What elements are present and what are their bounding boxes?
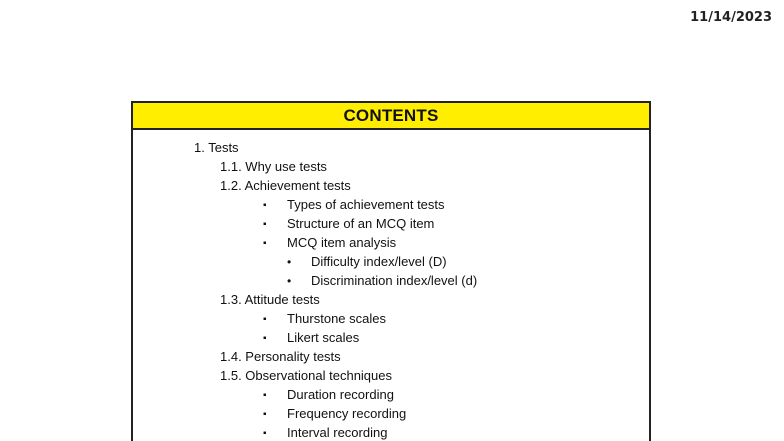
toc-item-text: Difficulty index/level (D) <box>311 254 447 269</box>
toc-item <box>133 138 239 157</box>
toc-item-text: 1. Tests <box>194 140 239 155</box>
toc-item <box>133 290 320 309</box>
bullet-icon: ▪ <box>263 409 267 420</box>
toc-item <box>133 404 406 424</box>
toc-item <box>133 157 327 176</box>
bullet-icon: ▪ <box>263 200 267 211</box>
slide-date: 11/14/2023 <box>690 10 772 25</box>
toc-item-text: Likert scales <box>287 330 360 345</box>
toc-item <box>133 195 445 215</box>
toc-item-text: MCQ item analysis <box>287 235 397 250</box>
toc-item-text: Frequency recording <box>287 406 407 421</box>
toc-item <box>133 385 394 405</box>
toc-item <box>133 252 447 272</box>
bullet-icon: ▪ <box>263 428 267 439</box>
toc-item-text: 1.5. Observational techniques <box>220 368 392 383</box>
toc-item-text: Thurstone scales <box>287 311 386 326</box>
bullet-icon: ▪ <box>263 333 267 344</box>
bullet-icon: ▪ <box>263 390 267 401</box>
toc-item <box>133 309 386 329</box>
bullet-icon: ▪ <box>263 219 267 230</box>
toc-item <box>133 366 392 385</box>
toc-item-text: Duration recording <box>287 387 394 402</box>
toc-item-text: 1.3. Attitude tests <box>220 292 320 307</box>
bullet-icon: • <box>287 274 292 288</box>
bullet-icon: ▪ <box>263 238 267 249</box>
toc-item <box>133 214 434 234</box>
toc-item-text: 1.4. Personality tests <box>220 349 341 364</box>
toc-item-text: Discrimination index/level (d) <box>311 273 478 288</box>
toc-item <box>133 176 351 195</box>
toc-item <box>133 233 396 253</box>
toc-item-text: 1.1. Why use tests <box>220 159 327 174</box>
toc-item-text: Structure of an MCQ item <box>287 216 435 231</box>
bullet-icon: • <box>287 255 292 269</box>
toc-item-text: Types of achievement tests <box>287 197 445 212</box>
toc-item <box>133 347 341 366</box>
toc-item <box>133 423 387 441</box>
toc-item-text: 1.2. Achievement tests <box>220 178 351 193</box>
toc-item <box>133 271 477 291</box>
bullet-icon: ▪ <box>263 314 267 325</box>
toc-item <box>133 328 359 348</box>
toc-item-text: Interval recording <box>287 425 388 440</box>
contents-box <box>131 101 651 441</box>
contents-title: CONTENTS <box>133 103 649 130</box>
